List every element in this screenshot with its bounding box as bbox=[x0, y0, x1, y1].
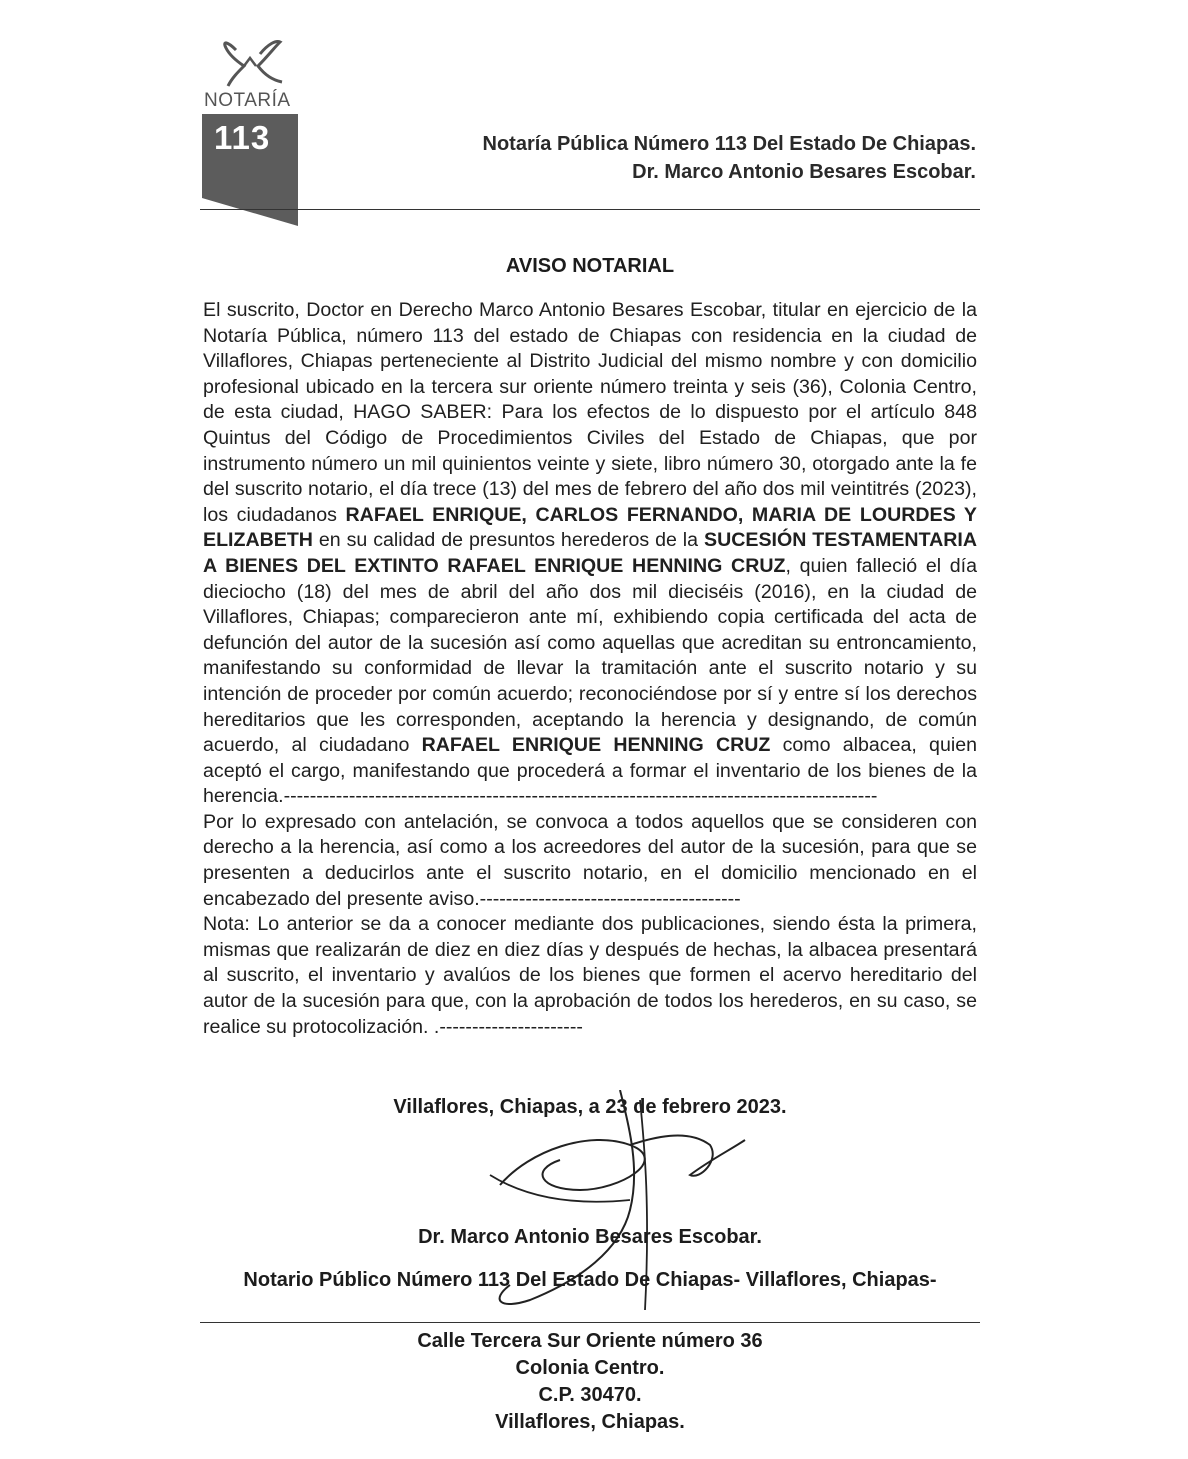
document-title: AVISO NOTARIAL bbox=[505, 255, 675, 277]
notice-paragraph-1: El suscrito, Doctor en Derecho Marco Antonio Besares Escobar, titular en ejercicio de la Notaría Pública, número 113 del estado de Chiapas con residencia en la ciudad de Villaflores, Chiapas perteneciente al Distrito Judicial del mismo nombre y con domicilio profesional ubicado en la tercera sur oriente número treinta y seis (36), Colonia Centro, de esta ciudad, HAGO SABER: Para los efectos de lo dispuesto por el artículo 848 Quintus del Código de Procedimientos Civiles del Estado de Chiapas, que por instrumento número un mil quinientos veinte y siete, libro número 30, otorgado ante la fe del suscrito notario, el día trece (13) del mes de febrero del año dos mil veintitrés (2023), los ciudadanos RAFAEL ENRIQUE, CARLOS FERNANDO, MARIA DE LOURDES Y ELIZABETH en su calidad de presuntos herederos de la SUCESIÓN TESTAMENTARIA A BIENES DEL EXTINTO RAFAEL ENRIQUE HENNING CRUZ, quien falleció el día dieciocho (18) del mes de abril del año dos mil dieciséis (2016), en la ciudad de Villaflores, Chiapas; comparecieron ante mí, exhibiendo copia certificada del acta de defunción del autor de la sucesión así como aquellas que acreditan su entroncamiento, manifestando su conformidad de llevar la tramitación ante el suscrito notario y su intención de proceder por común acuerdo; reconociéndose por sí y entre sí los derechos hereditarios que les corresponden, aceptando la herencia y designando, de común acuerdo, al ciudadano RAFAEL ENRIQUE HENNING CRUZ como albacea, quien aceptó el cargo, manifestando que procederá a formar el inventario de los bienes de la herencia.------------------------------------------------------------------------------------------- bbox=[203, 299, 978, 808]
notice-paragraph-2: Por lo expresado con antelación, se convoca a todos aquellos que se consideren con derecho a la herencia, así como a los acreedores del autor de la sucesión, para que se presenten a deducirlos ante el suscrito notario, en el domicilio mencionado en el encabezado del presente aviso.---------------------------------------- bbox=[203, 810, 977, 910]
header-notary-name: Dr. Marco Antonio Besares Escobar. bbox=[632, 161, 976, 183]
notaria-logo bbox=[198, 36, 302, 194]
logo-word: NOTARÍA bbox=[204, 90, 291, 111]
executor-name: RAFAEL ENRIQUE HENNING CRUZ bbox=[421, 734, 771, 757]
address-postal-code: C.P. 30470. bbox=[538, 1384, 642, 1406]
succession-name: SUCESIÓN TESTAMENTARIA A BIENES DEL EXTINTO RAFAEL ENRIQUE HENNING CRUZ bbox=[203, 529, 977, 577]
header-divider bbox=[200, 209, 980, 210]
address-colony: Colonia Centro. bbox=[515, 1357, 665, 1379]
place-date: Villaflores, Chiapas, a 23 de febrero 2023. bbox=[393, 1096, 787, 1118]
address-street: Calle Tercera Sur Oriente número 36 bbox=[417, 1330, 763, 1352]
address-block bbox=[200, 1328, 980, 1436]
notice-paragraph-3: Nota: Lo anterior se da a conocer mediante dos publicaciones, siendo ésta la primera, mismas que realizarán de diez en diez días y después de hechas, la albacea presentará al suscrito, el inventario y avalúos de los bienes que formen el acervo hereditario del autor de la sucesión para que, con la aprobación de todos los herederos, en su caso, se realice su protocolización. .---------------------- bbox=[203, 913, 977, 1038]
heirs-names: RAFAEL ENRIQUE, CARLOS FERNANDO, MARIA DE LOURDES Y ELIZABETH bbox=[203, 503, 977, 552]
logo-number: 113 bbox=[214, 119, 271, 156]
notice-body bbox=[203, 298, 977, 1040]
notary-header bbox=[483, 130, 977, 186]
bird-emblem-icon bbox=[198, 36, 302, 96]
signer-name: Dr. Marco Antonio Besares Escobar. bbox=[418, 1226, 762, 1248]
footer-divider bbox=[200, 1322, 980, 1323]
address-city: Villaflores, Chiapas. bbox=[495, 1411, 685, 1433]
header-office: Notaría Pública Número 113 Del Estado De Chiapas. bbox=[482, 133, 976, 155]
signer-title: Notario Público Número 113 Del Estado De Chiapas- Villaflores, Chiapas- bbox=[243, 1269, 937, 1291]
